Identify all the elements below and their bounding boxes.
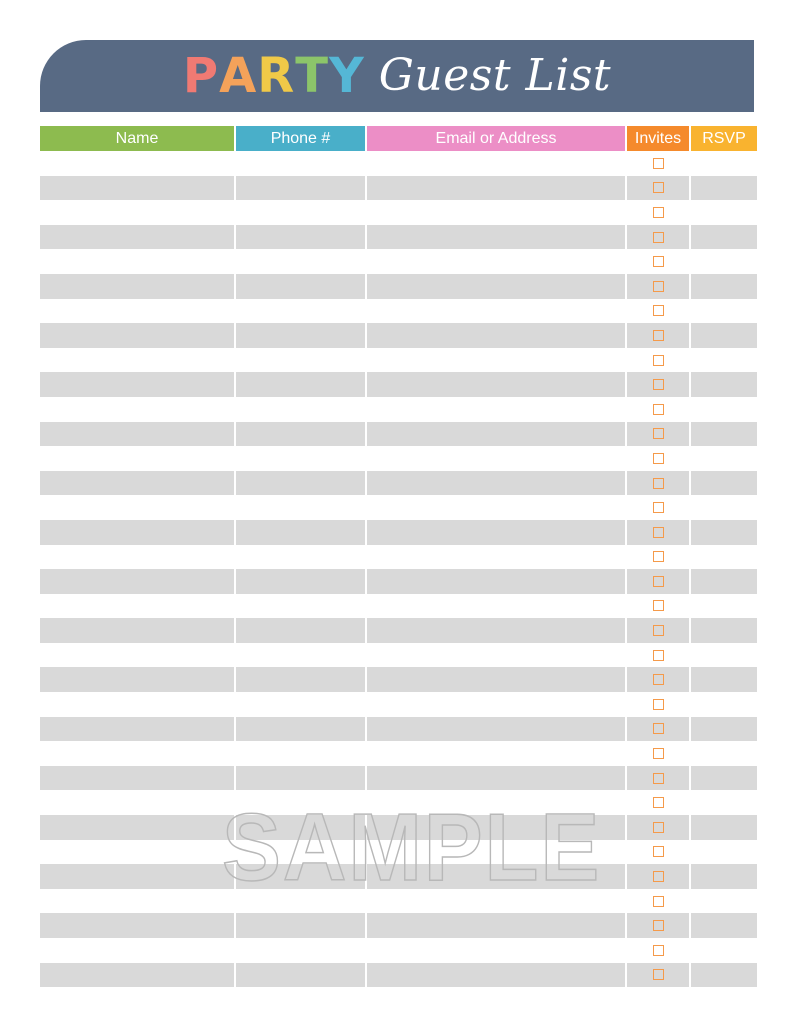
table-row [40,397,757,422]
table-row [40,717,757,742]
email-cell[interactable] [367,643,625,668]
table-row [40,495,757,520]
email-cell[interactable] [367,348,625,373]
name-cell[interactable] [40,766,234,791]
name-cell[interactable] [40,741,234,766]
phone-cell[interactable] [236,618,365,643]
party-title [182,48,365,104]
invite-checkbox[interactable] [653,355,664,366]
phone-cell[interactable] [236,176,365,201]
invite-checkbox[interactable] [653,896,664,907]
email-cell[interactable] [367,618,625,643]
sample-watermark: SAMPLE [222,794,602,901]
table-row [40,766,757,791]
phone-cell[interactable] [236,471,365,496]
invites-cell [627,151,689,176]
invite-checkbox[interactable] [653,256,664,267]
phone-cell[interactable] [236,766,365,791]
column-header-rsvp: RSVP [691,126,757,151]
name-cell[interactable] [40,348,234,373]
phone-cell[interactable] [236,963,365,988]
phone-cell[interactable] [236,692,365,717]
column-header-name: Name [40,126,234,151]
rsvp-cell[interactable] [691,864,757,889]
table-row [40,520,757,545]
phone-cell[interactable] [236,151,365,176]
invites-cell [627,717,689,742]
phone-cell[interactable] [236,741,365,766]
invites-cell [627,299,689,324]
invites-cell [627,545,689,570]
rsvp-cell[interactable] [691,741,757,766]
phone-cell[interactable] [236,422,365,447]
rsvp-cell[interactable] [691,569,757,594]
invite-checkbox[interactable] [653,428,664,439]
rsvp-cell[interactable] [691,520,757,545]
name-cell[interactable] [40,913,234,938]
phone-cell[interactable] [236,643,365,668]
name-cell[interactable] [40,889,234,914]
invite-checkbox[interactable] [653,158,664,169]
name-cell[interactable] [40,594,234,619]
invite-checkbox[interactable] [653,822,664,833]
name-cell[interactable] [40,495,234,520]
invite-checkbox[interactable] [653,650,664,661]
invites-cell [627,692,689,717]
table-row [40,274,757,299]
invite-checkbox[interactable] [653,846,664,857]
name-cell[interactable] [40,545,234,570]
rsvp-cell[interactable] [691,323,757,348]
invites-cell [627,446,689,471]
email-cell[interactable] [367,299,625,324]
table-row [40,643,757,668]
email-cell[interactable] [367,520,625,545]
name-cell[interactable] [40,372,234,397]
invites-cell [627,176,689,201]
name-cell[interactable] [40,717,234,742]
email-cell[interactable] [367,913,625,938]
invites-cell [627,667,689,692]
invite-checkbox[interactable] [653,527,664,538]
phone-cell[interactable] [236,299,365,324]
rsvp-cell[interactable] [691,397,757,422]
rsvp-cell[interactable] [691,766,757,791]
email-cell[interactable] [367,692,625,717]
table-row [40,176,757,201]
table-row [40,151,757,176]
invite-checkbox[interactable] [653,674,664,685]
table-row [40,348,757,373]
invite-checkbox[interactable] [653,625,664,636]
name-cell[interactable] [40,643,234,668]
name-cell[interactable] [40,299,234,324]
email-cell[interactable] [367,422,625,447]
email-cell[interactable] [367,545,625,570]
invites-cell [627,766,689,791]
name-cell[interactable] [40,323,234,348]
name-cell[interactable] [40,963,234,988]
invites-cell [627,520,689,545]
name-cell[interactable] [40,200,234,225]
invites-cell [627,938,689,963]
email-cell[interactable] [367,963,625,988]
name-cell[interactable] [40,618,234,643]
invite-checkbox[interactable] [653,478,664,489]
invite-checkbox[interactable] [653,379,664,390]
party-letter: A [219,48,257,104]
rsvp-cell[interactable] [691,618,757,643]
table-row [40,594,757,619]
rsvp-cell[interactable] [691,790,757,815]
invite-checkbox[interactable] [653,723,664,734]
name-cell[interactable] [40,815,234,840]
email-cell[interactable] [367,717,625,742]
name-cell[interactable] [40,422,234,447]
rsvp-cell[interactable] [691,667,757,692]
phone-cell[interactable] [236,569,365,594]
phone-cell[interactable] [236,594,365,619]
invite-checkbox[interactable] [653,699,664,710]
email-cell[interactable] [367,249,625,274]
invites-cell [627,963,689,988]
party-letter: R [257,48,295,104]
invites-cell [627,594,689,619]
name-cell[interactable] [40,864,234,889]
rsvp-cell[interactable] [691,151,757,176]
invites-cell [627,618,689,643]
email-cell[interactable] [367,274,625,299]
invites-cell [627,864,689,889]
column-header-invites: Invites [627,126,689,151]
invites-cell [627,348,689,373]
phone-cell[interactable] [236,545,365,570]
rsvp-cell[interactable] [691,299,757,324]
email-cell[interactable] [367,225,625,250]
phone-cell[interactable] [236,446,365,471]
table-row [40,471,757,496]
rsvp-cell[interactable] [691,963,757,988]
email-cell[interactable] [367,151,625,176]
phone-cell[interactable] [236,225,365,250]
phone-cell[interactable] [236,323,365,348]
email-cell[interactable] [367,766,625,791]
phone-cell[interactable] [236,348,365,373]
name-cell[interactable] [40,225,234,250]
column-header-phone: Phone # [236,126,365,151]
invites-cell [627,249,689,274]
name-cell[interactable] [40,151,234,176]
invite-checkbox[interactable] [653,551,664,562]
rsvp-cell[interactable] [691,446,757,471]
guest-list-title: Guest List [378,50,612,101]
rsvp-cell[interactable] [691,840,757,865]
table-row [40,938,757,963]
invite-checkbox[interactable] [653,871,664,882]
invite-checkbox[interactable] [653,920,664,931]
phone-cell[interactable] [236,200,365,225]
invites-cell [627,372,689,397]
invite-checkbox[interactable] [653,207,664,218]
invites-cell [627,397,689,422]
table-row [40,372,757,397]
invites-cell [627,815,689,840]
table-row [40,913,757,938]
name-cell[interactable] [40,249,234,274]
invite-checkbox[interactable] [653,945,664,956]
email-cell[interactable] [367,397,625,422]
invite-checkbox[interactable] [653,453,664,464]
name-cell[interactable] [40,790,234,815]
email-cell[interactable] [367,667,625,692]
rsvp-cell[interactable] [691,815,757,840]
name-cell[interactable] [40,692,234,717]
table-row [40,422,757,447]
name-cell[interactable] [40,520,234,545]
phone-cell[interactable] [236,938,365,963]
email-cell[interactable] [367,446,625,471]
invites-cell [627,323,689,348]
party-letter: T [295,48,328,104]
email-cell[interactable] [367,938,625,963]
name-cell[interactable] [40,938,234,963]
table-row [40,299,757,324]
invite-checkbox[interactable] [653,773,664,784]
rsvp-cell[interactable] [691,938,757,963]
phone-cell[interactable] [236,717,365,742]
email-cell[interactable] [367,176,625,201]
invite-checkbox[interactable] [653,576,664,587]
email-cell[interactable] [367,594,625,619]
rsvp-cell[interactable] [691,225,757,250]
invites-cell [627,889,689,914]
email-cell[interactable] [367,200,625,225]
invites-cell [627,495,689,520]
email-cell[interactable] [367,323,625,348]
rsvp-cell[interactable] [691,717,757,742]
phone-cell[interactable] [236,274,365,299]
rsvp-cell[interactable] [691,692,757,717]
rsvp-cell[interactable] [691,643,757,668]
phone-cell[interactable] [236,520,365,545]
email-cell[interactable] [367,495,625,520]
invite-checkbox[interactable] [653,600,664,611]
name-cell[interactable] [40,274,234,299]
name-cell[interactable] [40,446,234,471]
table-row [40,200,757,225]
invites-cell [627,569,689,594]
invites-cell [627,840,689,865]
rsvp-cell[interactable] [691,422,757,447]
table-row [40,446,757,471]
title-banner [40,40,754,112]
party-letter: P [182,48,219,104]
table-row [40,692,757,717]
invites-cell [627,274,689,299]
email-cell[interactable] [367,569,625,594]
invite-checkbox[interactable] [653,404,664,415]
invite-checkbox[interactable] [653,281,664,292]
table-row [40,569,757,594]
invites-cell [627,913,689,938]
invites-cell [627,225,689,250]
table-row [40,323,757,348]
rsvp-cell[interactable] [691,545,757,570]
rsvp-cell[interactable] [691,372,757,397]
party-letter: Y [328,48,364,104]
column-header-email: Email or Address [367,126,625,151]
invites-cell [627,643,689,668]
table-row [40,545,757,570]
invite-checkbox[interactable] [653,748,664,759]
phone-cell[interactable] [236,372,365,397]
table-row [40,618,757,643]
invites-cell [627,422,689,447]
invite-checkbox[interactable] [653,797,664,808]
email-cell[interactable] [367,471,625,496]
phone-cell[interactable] [236,397,365,422]
rsvp-cell[interactable] [691,495,757,520]
invite-checkbox[interactable] [653,330,664,341]
name-cell[interactable] [40,471,234,496]
table-row [40,249,757,274]
table-row [40,963,757,988]
table-row [40,225,757,250]
rsvp-cell[interactable] [691,913,757,938]
rsvp-cell[interactable] [691,594,757,619]
invites-cell [627,471,689,496]
rsvp-cell[interactable] [691,274,757,299]
invites-cell [627,741,689,766]
invite-checkbox[interactable] [653,305,664,316]
email-cell[interactable] [367,372,625,397]
name-cell[interactable] [40,840,234,865]
invite-checkbox[interactable] [653,182,664,193]
phone-cell[interactable] [236,495,365,520]
table-row [40,741,757,766]
invite-checkbox[interactable] [653,502,664,513]
invites-cell [627,790,689,815]
table-row [40,667,757,692]
phone-cell[interactable] [236,249,365,274]
rsvp-cell[interactable] [691,200,757,225]
column-header-row [40,126,757,151]
phone-cell[interactable] [236,667,365,692]
invite-checkbox[interactable] [653,232,664,243]
invites-cell [627,200,689,225]
rsvp-cell[interactable] [691,176,757,201]
rsvp-cell[interactable] [691,249,757,274]
invite-checkbox[interactable] [653,969,664,980]
email-cell[interactable] [367,741,625,766]
rsvp-cell[interactable] [691,348,757,373]
name-cell[interactable] [40,667,234,692]
name-cell[interactable] [40,397,234,422]
phone-cell[interactable] [236,913,365,938]
name-cell[interactable] [40,176,234,201]
rsvp-cell[interactable] [691,471,757,496]
rsvp-cell[interactable] [691,889,757,914]
name-cell[interactable] [40,569,234,594]
